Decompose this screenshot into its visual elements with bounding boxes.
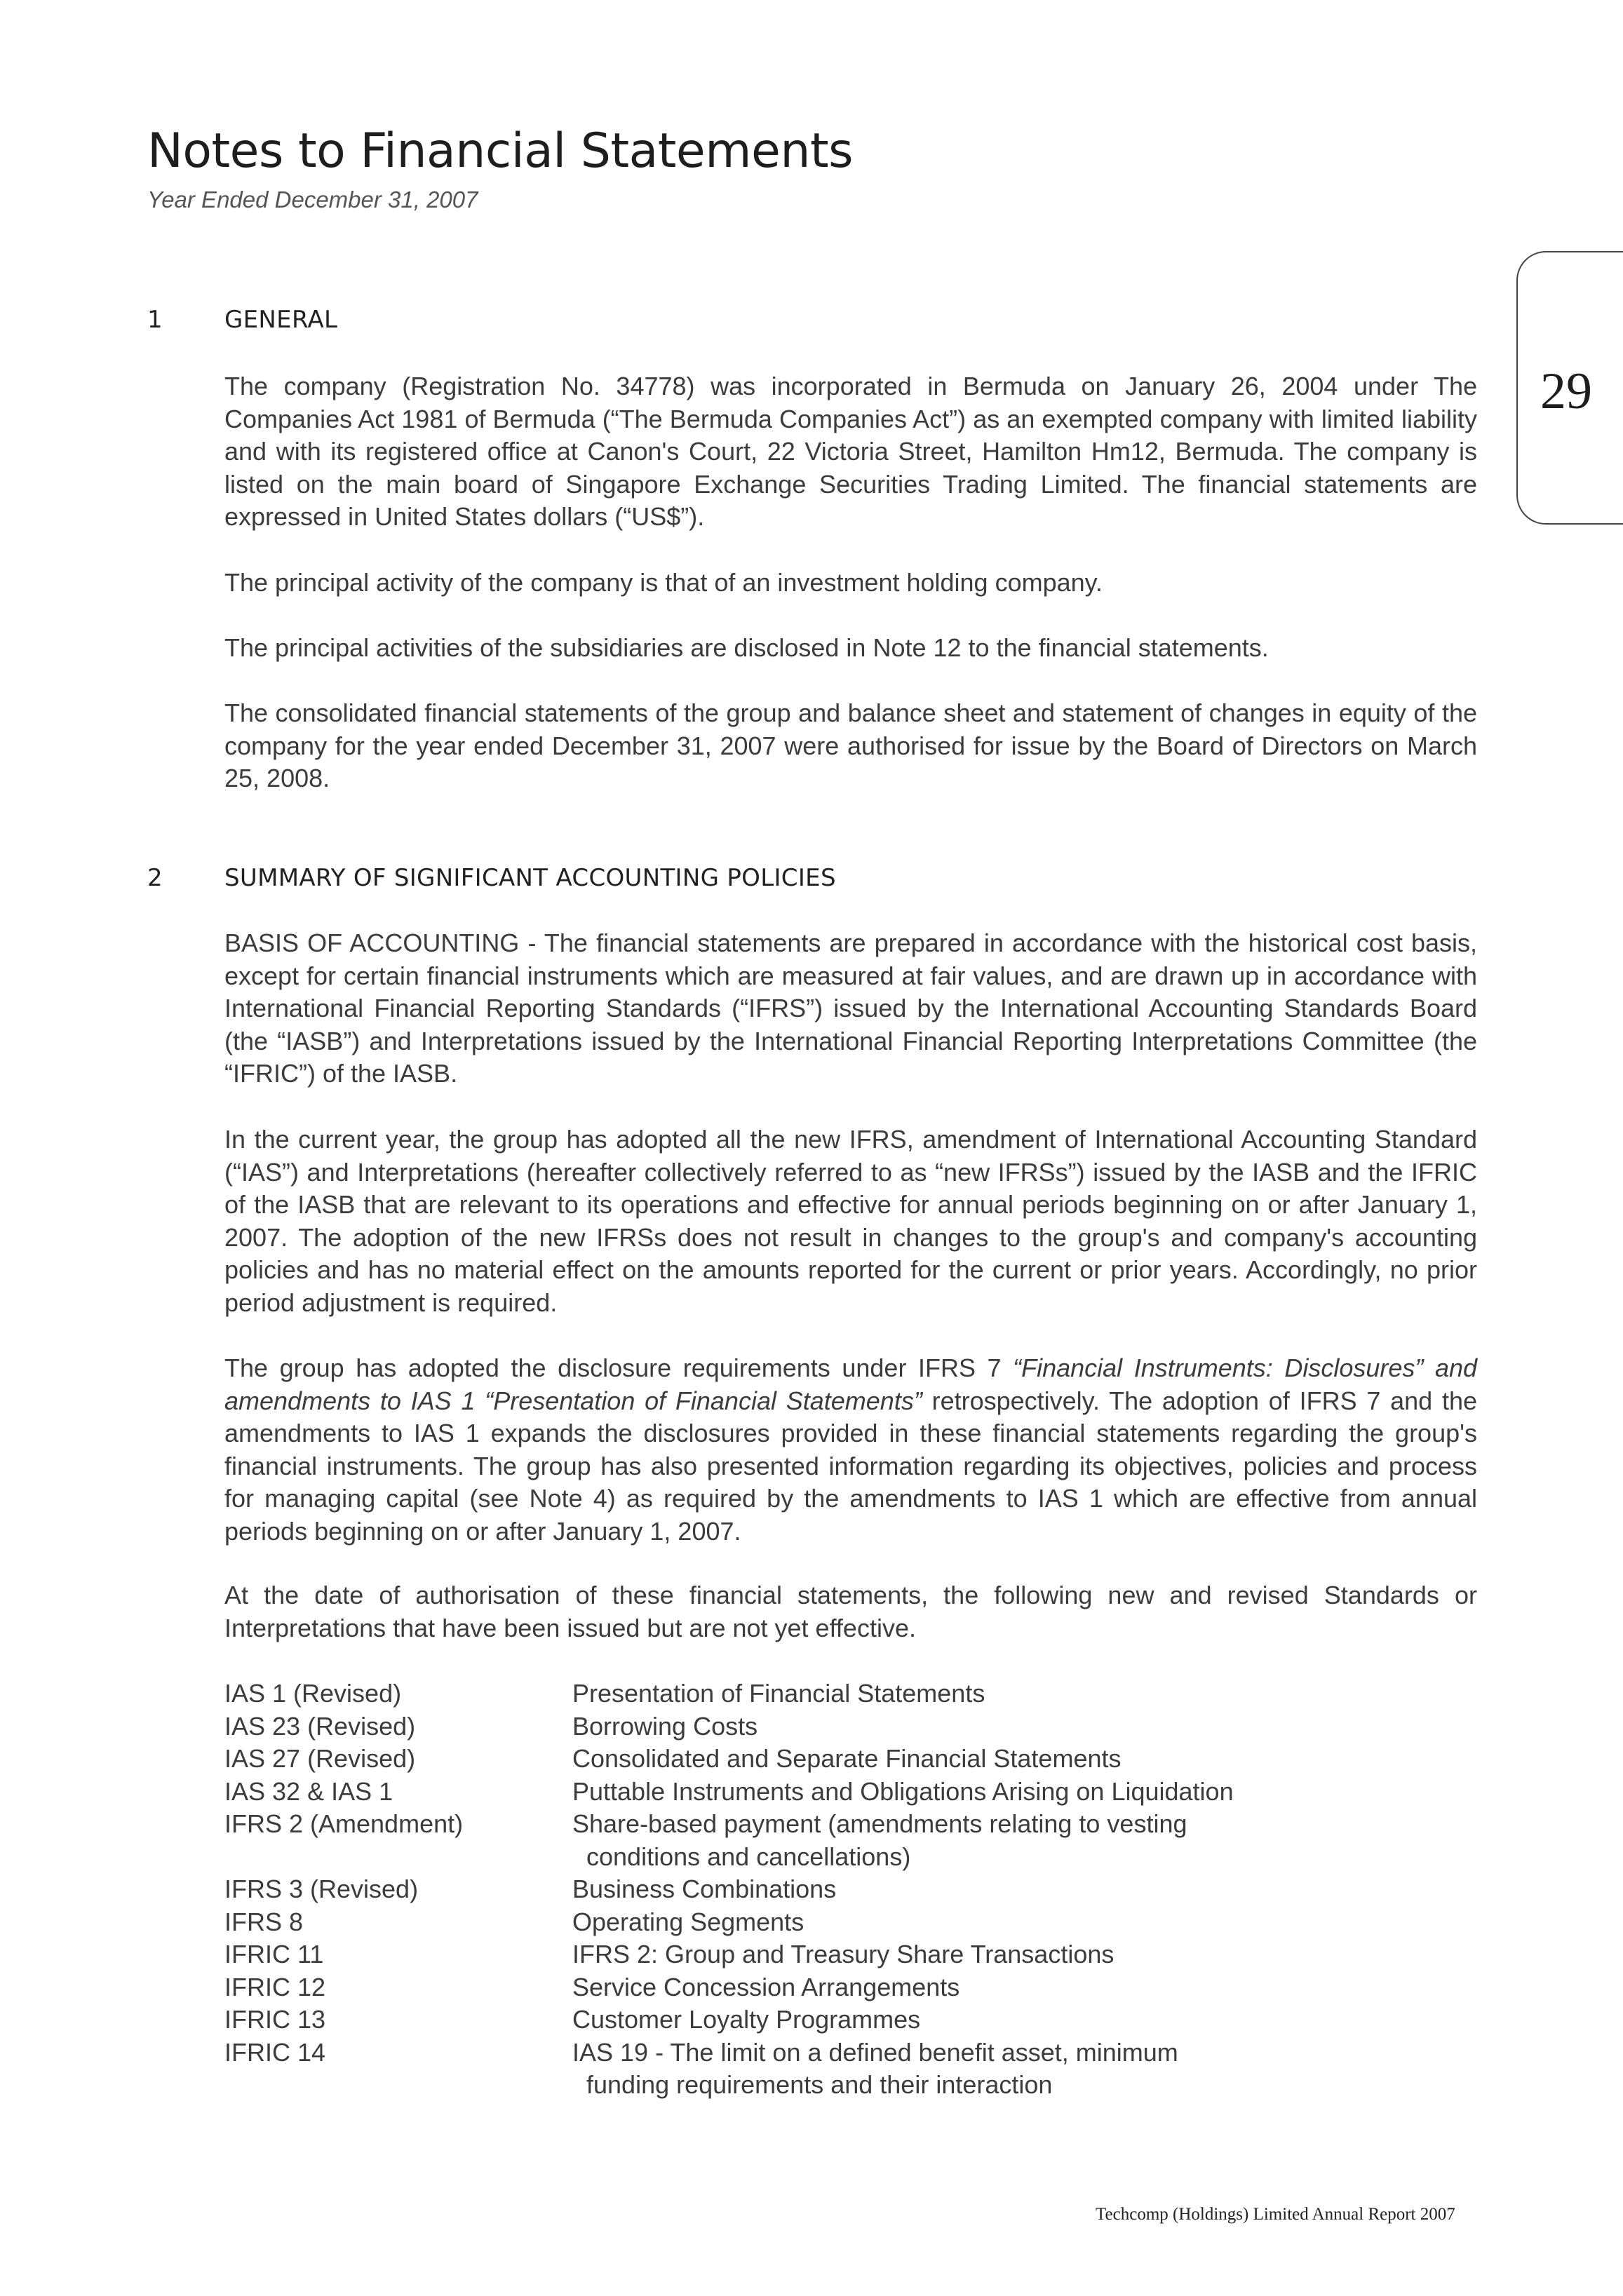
standard-row <box>224 1710 1480 1743</box>
page-title: Notes to Financial Statements <box>147 123 854 179</box>
standard-code: IAS 1 (Revised) <box>224 1679 402 1708</box>
standard-code: IFRIC 11 <box>224 1940 324 1969</box>
current-year-adoption-paragraph: In the current year, the group has adopted all the new IFRS, amendment of International Accounting Standard (“IAS”) and Interpretations (hereafter collectively referred to as “new IFRSs”) issued by the IASB and the IFRIC of the IASB that are relevant to its operations and effective for annual periods beginning on or after January 1, 2007. The adoption of the new IFRSs does not result in changes to the group's and company's accounting policies and has no material effect on the amounts reported for the current or prior years. Accordingly, no prior period adjustment is required. <box>224 1125 1477 1317</box>
section-title-accounting-policies: SUMMARY OF SIGNIFICANT ACCOUNTING POLICIES <box>224 864 836 892</box>
standard-title: IFRS 2: Group and Treasury Share Transactions <box>572 1940 1114 1969</box>
standard-code: IAS 27 (Revised) <box>224 1744 416 1773</box>
standard-code: IFRIC 12 <box>224 1972 326 2001</box>
standard-title: Borrowing Costs <box>572 1711 758 1741</box>
standard-row <box>224 1971 1480 2004</box>
standard-title: IAS 19 - The limit on a defined benefit asset, minimum funding requirements and their interaction <box>572 2037 1178 2099</box>
standard-code: IFRIC 14 <box>224 2037 326 2067</box>
standard-row <box>224 1677 1480 1710</box>
general-paragraph-4: The consolidated financial statements of the group and balance sheet and statement of changes in equity of the company for the year ended December 31, 2007 were authorised for issue by the Board of Directors on March 25, 2008. <box>224 698 1477 792</box>
standard-title: Operating Segments <box>572 1907 804 1936</box>
ifrs7-italic-titles: “Financial Instruments: Disclosures” and amendments to IAS 1 “Presentation of Financial Statements” <box>224 1353 1478 1415</box>
standard-title: Share-based payment (amendments relating to vesting conditions and cancellations) <box>572 1809 1187 1871</box>
standard-row <box>224 1873 1480 1906</box>
basis-of-accounting-paragraph: BASIS OF ACCOUNTING - The financial statements are prepared in accordance with the historical cost basis, except for certain financial instruments which are measured at fair values, and are drawn up in accordance with International Financial Reporting Standards (“IFRS”) issued by the International Accounting Standards Board (the “IASB”) and Interpretations issued by the International Financial Reporting Interpretations Committee (the “IFRIC”) of the IASB. <box>224 928 1477 1088</box>
ifrs7-disclosure-paragraph <box>224 1352 1477 1548</box>
ifrs7-text-part2: retrospectively. The adoption of IFRS 7 and the amendments to IAS 1 expands the disclosures provided in these financial statements regarding the group's financial instruments. The group has also presented information regarding its objectives, policies and process for managing capital (see Note 4) as required by the amendments to IAS 1 which are effective from annual periods beginning on or after January 1, 2007. <box>224 1386 1477 1546</box>
section-number-2: 2 <box>147 864 163 892</box>
standard-title: Consolidated and Separate Financial Statements <box>572 1744 1122 1773</box>
standard-title: Service Concession Arrangements <box>572 1972 960 2001</box>
standard-code: IFRS 2 (Amendment) <box>224 1809 464 1838</box>
standard-code: IFRS 8 <box>224 1907 304 1936</box>
page-number: 29 <box>1540 363 1592 420</box>
standard-row <box>224 1776 1480 1809</box>
standard-title: Puttable Instruments and Obligations Arising on Liquidation <box>572 1776 1234 1806</box>
standard-code: IFRIC 13 <box>224 2005 326 2034</box>
standard-code: IAS 32 & IAS 1 <box>224 1776 393 1806</box>
standard-code: IFRS 3 (Revised) <box>224 1875 419 1903</box>
standard-row <box>224 1808 1480 1873</box>
not-yet-effective-paragraph: At the date of authorisation of these financial statements, the following new and revised Standards or Interpretations that have been issued but are not yet effective. <box>224 1581 1477 1642</box>
section-number-1: 1 <box>147 306 163 334</box>
standard-title: Presentation of Financial Statements <box>572 1679 985 1708</box>
general-paragraph-1: The company (Registration No. 34778) was incorporated in Bermuda on January 26, 2004 under The Companies Act 1981 of Bermuda (“The Bermuda Companies Act”) as an exempted company with limited liability and with its registered office at Canon's Court, 22 Victoria Street, Hamilton Hm12, Bermuda. The company is listed on the main board of Singapore Exchange Securities Trading Limited. The financial statements are expressed in United States dollars (“US$”). <box>224 372 1477 531</box>
standard-row <box>224 1938 1480 1971</box>
standard-title: Customer Loyalty Programmes <box>572 2005 921 2034</box>
standard-row <box>224 1906 1480 1939</box>
general-paragraph-2: The principal activity of the company is that of an investment holding company. <box>224 568 1103 597</box>
general-paragraph-3: The principal activities of the subsidiaries are disclosed in Note 12 to the financial statements. <box>224 633 1269 662</box>
standard-code: IAS 23 (Revised) <box>224 1711 416 1741</box>
standards-list <box>224 1677 1480 2102</box>
standard-row <box>224 2004 1480 2037</box>
footer-report-name: Techcomp (Holdings) Limited Annual Report 2007 <box>1096 2205 1455 2224</box>
standard-title: Business Combinations <box>572 1875 837 1903</box>
standard-row <box>224 2037 1480 2102</box>
ifrs7-text-part1: The group has adopted the disclosure requirements under IFRS 7 <box>224 1353 1013 1382</box>
standard-row <box>224 1743 1480 1776</box>
section-title-general: GENERAL <box>224 306 338 334</box>
page-subtitle: Year Ended December 31, 2007 <box>147 187 478 212</box>
